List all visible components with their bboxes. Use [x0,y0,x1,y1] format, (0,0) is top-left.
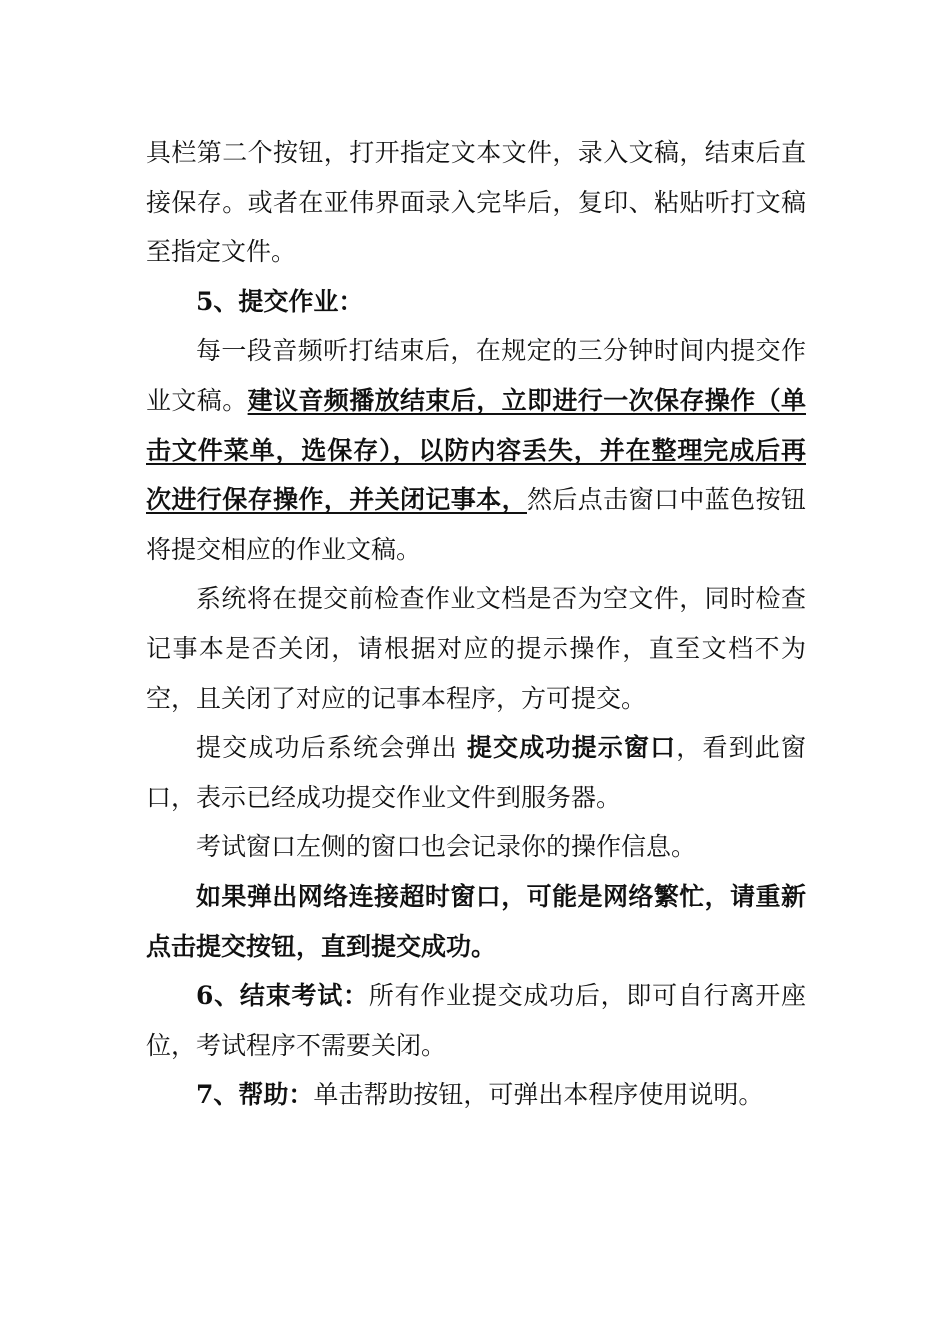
document-page [146,128,806,1120]
submit-steps-emphasis: 建议音频播放结束后，立即进行一次保存操作（单击文件菜单，选保存），以防内容丢失，并在整理完成后再次进行保存操作，并关闭记事本， [146,385,806,515]
submit-success-outro: ，看到此窗口，表示已经成功提交作业文件到服务器。 [146,733,806,812]
heading-end-exam: 6、结束考试： [196,981,369,1011]
paragraph-system-check: 系统将在提交前检查作业文档是否为空文件，同时检查记事本是否关闭，请根据对应的提示操作，直至文档不为空，且关闭了对应的记事本程序，方可提交。 [146,584,806,713]
paragraph-log-info: 考试窗口左侧的窗口也会记录你的操作信息。 [196,832,697,862]
heading-submit-homework: 5、提交作业： [196,286,364,316]
paragraph-end-exam [146,971,806,1070]
paragraph-timeout-warning: 如果弹出网络连接超时窗口，可能是网络繁忙，请重新点击提交按钮，直到提交成功。 [146,881,806,961]
help-text: 单击帮助按钮，可弹出本程序使用说明。 [313,1080,764,1110]
submit-success-window-name: 提交成功提示窗口 [466,733,677,763]
heading-help: 7、帮助： [196,1080,314,1110]
paragraph-submit-success [146,723,806,822]
submit-steps-outro: 然后点击窗口中蓝色按钮将提交相应的作业文稿。 [146,485,806,564]
submit-steps-intro: 每一段音频听打结束后，在规定的三分钟时间内提交作业文稿。 [146,336,806,415]
paragraph-help [146,1070,806,1120]
end-exam-text: 所有作业提交成功后，即可自行离开座位，考试程序不需要关闭。 [146,981,806,1060]
paragraph-save-instructions: 具栏第二个按钮，打开指定文本文件，录入文稿，结束后直接保存。或者在亚伟界面录入完毕后，复印、粘贴听打文稿至指定文件。 [146,138,806,267]
paragraph-submit-steps [146,326,806,574]
submit-success-intro: 提交成功后系统会弹出 [196,733,458,763]
